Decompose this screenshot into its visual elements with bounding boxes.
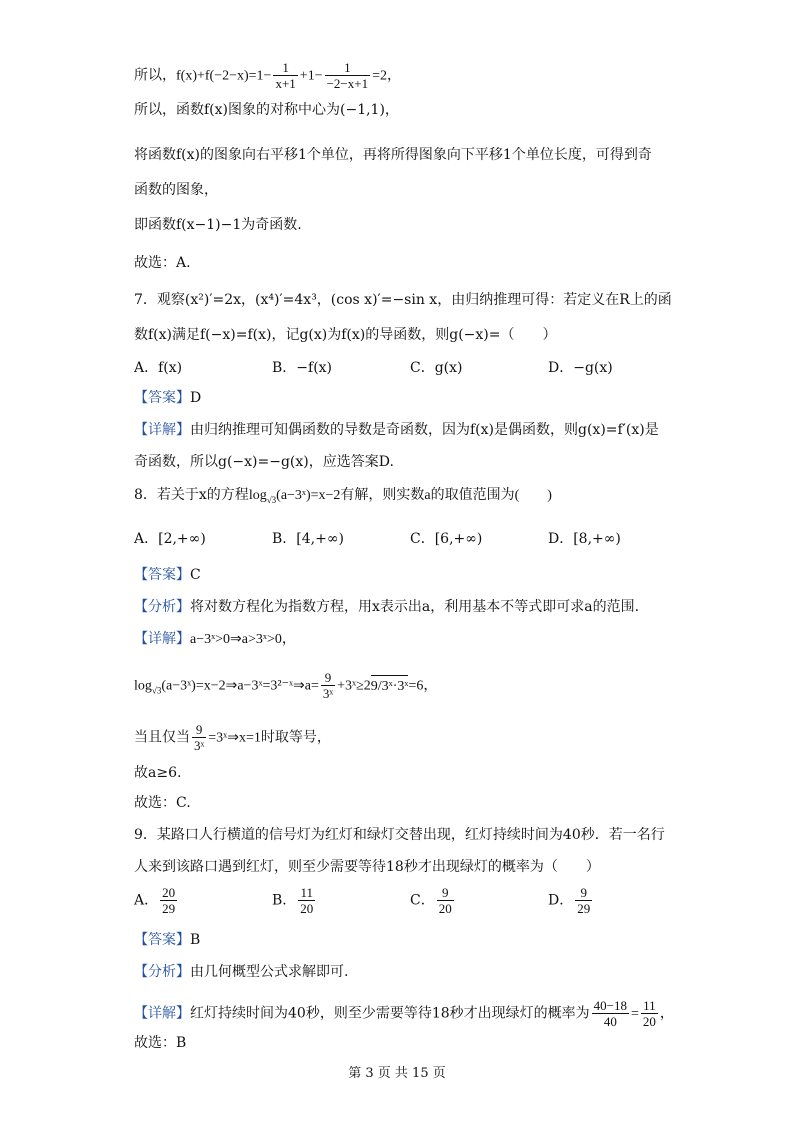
math: = [630, 1006, 639, 1022]
question-9-line2: 人来到该路口遇到红灯，则至少需要等待18秒才出现绿灯的概率为（ ） [134, 859, 600, 875]
text-line: 故选：B [134, 1035, 187, 1051]
text: ， [659, 1005, 674, 1022]
denominator: 20 [438, 901, 452, 916]
fraction [437, 885, 454, 916]
denominator: 3ˣ [194, 738, 205, 753]
option-label: C． [410, 892, 435, 909]
q9-option-b [272, 885, 317, 916]
q8-option-c: C．[6,+∞) [410, 531, 483, 547]
fraction [575, 885, 592, 916]
q7-option-c: C．g(x) [410, 360, 463, 376]
q9-option-a [134, 885, 179, 916]
log-base: √3 [266, 494, 277, 505]
detail-line [134, 420, 724, 440]
fraction [325, 60, 371, 91]
detail-text: 红灯持续时间为40秒，则至少需要等待18秒才出现绿灯的概率为 [190, 1005, 590, 1022]
answer-tag: 【答案】 [134, 932, 190, 948]
page-footer: 第 3 页 共 15 页 [348, 1066, 446, 1081]
text-line: 故选：A. [134, 255, 191, 271]
denominator: 40 [603, 1014, 617, 1029]
math: =6， [408, 678, 438, 694]
option-label: A． [134, 892, 159, 909]
denominator: 29 [577, 901, 591, 916]
numerator: 1 [325, 60, 371, 76]
detail-tag: 【详解】 [134, 631, 190, 647]
detail-line [134, 629, 724, 650]
analysis-tag: 【分析】 [134, 599, 190, 615]
q7-option-d: D．−g(x) [548, 360, 613, 376]
detail-tag: 【详解】 [134, 422, 190, 438]
detail-line: 故a≥6. [134, 765, 182, 781]
analysis-text: 将对数方程化为指数方程，用x表示出a，利用基本不等式即可求a的范围. [190, 599, 640, 615]
q9-option-d [548, 885, 594, 916]
answer-tag: 【答案】 [134, 567, 190, 583]
detail-line: 奇函数，所以g(−x)=−g(x)，应选答案D. [134, 454, 394, 470]
math: f(x)+f(−2−x)=1− [176, 68, 272, 84]
log: log [134, 678, 152, 694]
math: (a−3ˣ)=x−2⇒a−3ˣ=3²⁻ˣ⇒a= [161, 678, 319, 694]
q9-option-c [410, 885, 456, 916]
fraction [321, 670, 335, 701]
text: 当且仅当 [134, 729, 190, 746]
detail-text: a−3ˣ>0⇒a>3ˣ>0， [190, 632, 296, 647]
denominator: 3ˣ [322, 686, 334, 701]
denominator: x+1 [275, 76, 296, 91]
math: =3ˣ⇒x=1时取等号， [208, 730, 331, 746]
text: 所以， [134, 67, 176, 84]
fraction [298, 885, 315, 916]
fraction [641, 998, 658, 1029]
numerator: 9 [192, 722, 206, 738]
answer-line [134, 565, 724, 585]
denominator: 29 [162, 901, 176, 916]
math: =2， [372, 68, 401, 84]
question-7-line2: 数f(x)满足f(−x)=f(x)，记g(x)为f(x)的导函数，则g(−x)=（ ） [134, 327, 557, 343]
q8-option-a: A．[2,+∞) [134, 531, 206, 547]
numerator: 9 [575, 885, 592, 901]
answer-value: C [190, 567, 201, 583]
detail-line [134, 670, 724, 701]
numerator: 40−18 [593, 998, 627, 1013]
analysis-line [134, 962, 724, 982]
detail-line [134, 722, 724, 753]
text-line [134, 60, 724, 91]
math: +1− [299, 68, 323, 84]
text-line: 即函数f(x−1)−1为奇函数. [134, 217, 302, 233]
text: (a−3ˣ)=x−2有解，则实数a的取值范围为( ) [276, 488, 552, 503]
denominator: 20 [642, 1014, 656, 1029]
numerator: 20 [162, 885, 176, 900]
analysis-line [134, 597, 724, 617]
text-line: 将函数f(x)的图象向右平移1个单位，再将所得图象向下平移1个单位长度，可得到奇 [134, 147, 652, 163]
denominator: −2−x+1 [326, 76, 369, 91]
text-line: 所以，函数f(x)图象的对称中心为(−1,1)， [134, 102, 399, 118]
option-label: B． [272, 892, 297, 909]
question-8 [134, 485, 724, 510]
text-line: 故选：C. [134, 795, 191, 811]
denominator: 20 [300, 901, 314, 916]
q8-option-b: B．[4,+∞) [272, 531, 344, 547]
option-label: D． [548, 892, 574, 909]
question-9: 9．某路口人行横道的信号灯为红灯和绿灯交替出现，红灯持续时间为40秒．若一名行 [134, 827, 665, 843]
fraction [192, 722, 206, 753]
answer-value: D [190, 390, 202, 406]
answer-tag: 【答案】 [134, 390, 190, 406]
q8-option-d: D．[8,+∞) [548, 531, 621, 547]
analysis-text: 由几何概型公式求解即可. [190, 964, 349, 980]
detail-text: 由归纳推理可知偶函数的导数是奇函数，因为f(x)是偶函数，则g(x)=f′(x)是 [190, 422, 659, 438]
detail-tag: 【详解】 [134, 1005, 190, 1022]
analysis-tag: 【分析】 [134, 964, 190, 980]
detail-line [134, 998, 724, 1029]
numerator: 9 [437, 885, 454, 901]
numerator: 11 [298, 885, 315, 901]
fraction [160, 885, 177, 916]
sqrt-content: 9/3ˣ·3ˣ [370, 678, 409, 694]
text: 8．若关于x的方程 [134, 487, 249, 503]
log-base: √3 [151, 685, 162, 696]
numerator: 9 [321, 670, 335, 686]
text-line: 函数的图象， [134, 182, 218, 198]
answer-line [134, 930, 724, 950]
fraction [273, 60, 297, 91]
fraction [592, 998, 629, 1029]
sqrt [371, 675, 409, 697]
answer-value: B [190, 932, 201, 948]
answer-line [134, 388, 724, 408]
math: +3ˣ≥2 [337, 678, 371, 694]
numerator: 1 [273, 60, 297, 76]
numerator: 11 [641, 998, 658, 1014]
log: log [248, 488, 267, 503]
q7-option-a: A．f(x) [134, 360, 183, 376]
q7-option-b: B．−f(x) [272, 360, 333, 376]
question-7: 7．观察(x²)′=2x，(x⁴)′=4x³，(cos x)′=−sin x，由归纳推理可得：若定义在R上的函 [134, 292, 672, 308]
